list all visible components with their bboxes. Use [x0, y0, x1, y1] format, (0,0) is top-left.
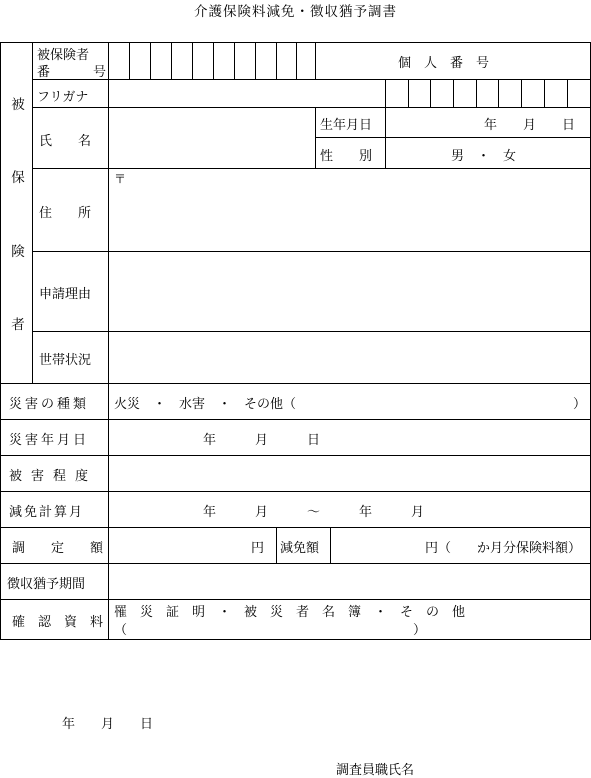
name-field[interactable]	[109, 108, 315, 168]
evidence-options[interactable]: 罹 災 証 明 ・ 被 災 者 名 簿 ・ そ の 他	[114, 605, 466, 620]
disaster-date-label: 災害年月日	[9, 433, 90, 448]
birth-date-label: 生年月日	[320, 118, 373, 133]
reduction-period-value[interactable]: 年 月 ～ 年 月	[203, 505, 425, 520]
insured-number-boxes[interactable]	[109, 43, 315, 79]
sex-label: 性 別	[320, 149, 373, 164]
reduction-period-label: 減免計算月	[9, 505, 85, 520]
damage-field[interactable]	[109, 456, 590, 491]
insured-number-label-go: 号	[93, 65, 107, 80]
disaster-type-options[interactable]: 火災 ・ 水害 ・ その他（	[114, 397, 297, 412]
disaster-type-label: 災害の種類	[9, 397, 90, 412]
disaster-date-value[interactable]: 年 月 日	[203, 433, 321, 448]
deferral-period-field[interactable]	[109, 564, 590, 599]
footer-date: 年 月 日	[62, 717, 154, 732]
postal-mark: 〒	[114, 172, 127, 186]
insured-number-label: 被保険者	[37, 48, 90, 63]
insured-number-label-ban: 番	[37, 65, 51, 80]
evidence-close-paren: ）	[413, 623, 427, 638]
address-field[interactable]	[109, 169, 590, 251]
evidence-open-paren: （	[114, 623, 128, 638]
sex-options[interactable]: 男 ・ 女	[451, 149, 517, 164]
damage-label: 被害程度	[9, 469, 98, 484]
household-label: 世帯状況	[39, 353, 92, 368]
household-field[interactable]	[109, 332, 590, 383]
disaster-type-close-paren: ）	[573, 397, 587, 412]
assessed-yen: 円	[251, 541, 265, 556]
insured-side-label-1: 被	[11, 97, 25, 113]
address-label: 住 所	[39, 206, 92, 221]
evidence-label: 確 認 資 料	[12, 615, 104, 630]
birth-date-value[interactable]: 年 月 日	[484, 118, 576, 133]
reason-label: 申請理由	[39, 287, 92, 302]
reduction-amount-label: 減免額	[280, 541, 320, 556]
reason-field[interactable]	[109, 252, 590, 331]
insured-side-label-3: 険	[11, 244, 25, 260]
furigana-label: フリガナ	[37, 90, 89, 105]
investigator-label: 調査員職氏名	[336, 763, 415, 778]
furigana-field[interactable]	[109, 80, 315, 107]
insured-side-label-2: 保	[11, 170, 25, 186]
form-title: 介護保険料減免・徴収猶予調書	[194, 4, 397, 20]
assessed-amount-label: 調 定 額	[12, 541, 104, 556]
name-label: 氏 名	[39, 134, 92, 149]
insured-side-label-4: 者	[11, 317, 25, 333]
deferral-period-label: 徴収猶予期間	[7, 577, 86, 592]
my-number-boxes[interactable]	[386, 80, 590, 107]
reduction-yen: 円（ か月分保険料額）	[425, 541, 582, 556]
my-number-label: 個 人 番 号	[398, 56, 490, 71]
